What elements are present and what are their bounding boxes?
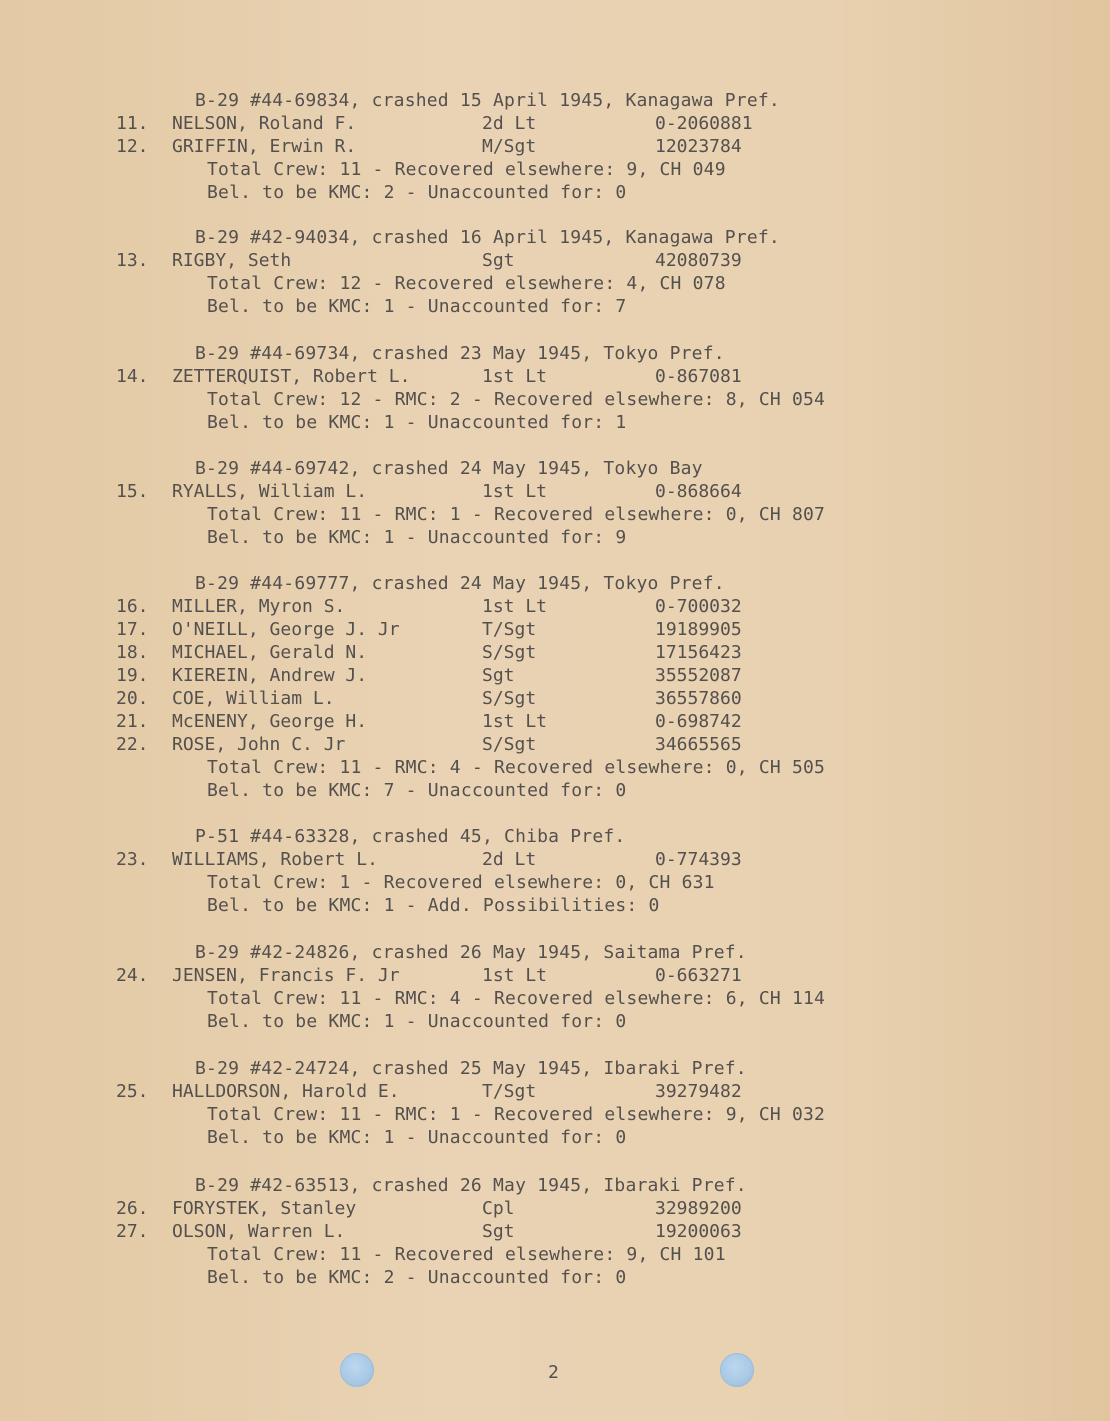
crew-total: Total Crew: 11 - Recovered elsewhere: 9, CH 049 xyxy=(207,159,726,180)
binder-hole-right xyxy=(720,1353,754,1387)
person-serial: 12023784 xyxy=(655,136,742,157)
aircraft-header: B-29 #44-69777, crashed 24 May 1945, Tokyo Pref. xyxy=(195,573,725,594)
aircraft-header: B-29 #42-24724, crashed 25 May 1945, Ibaraki Pref. xyxy=(195,1058,747,1079)
entry-number: 11. xyxy=(116,113,149,134)
person-serial: 34665565 xyxy=(655,734,742,755)
entry-number: 19. xyxy=(116,665,149,686)
person-serial: 39279482 xyxy=(655,1081,742,1102)
person-rank: S/Sgt xyxy=(482,688,537,709)
entry-number: 23. xyxy=(116,849,149,870)
entry-number: 15. xyxy=(116,481,149,502)
kmc-status: Bel. to be KMC: 1 - Unaccounted for: 9 xyxy=(207,527,627,548)
kmc-status: Bel. to be KMC: 2 - Unaccounted for: 0 xyxy=(207,1267,627,1288)
person-rank: T/Sgt xyxy=(482,619,537,640)
entry-number: 16. xyxy=(116,596,149,617)
entry-number: 12. xyxy=(116,136,149,157)
kmc-status: Bel. to be KMC: 1 - Add. Possibilities: 0 xyxy=(207,895,660,916)
person-name: COE, William L. xyxy=(172,688,335,709)
kmc-status: Bel. to be KMC: 7 - Unaccounted for: 0 xyxy=(207,780,627,801)
person-rank: Sgt xyxy=(482,1221,515,1242)
crew-total: Total Crew: 11 - RMC: 1 - Recovered elsewhere: 9, CH 032 xyxy=(207,1104,826,1125)
aircraft-header: B-29 #42-24826, crashed 26 May 1945, Saitama Pref. xyxy=(195,942,747,963)
kmc-status: Bel. to be KMC: 1 - Unaccounted for: 1 xyxy=(207,412,627,433)
person-name: OLSON, Warren L. xyxy=(172,1221,346,1242)
person-name: RIGBY, Seth xyxy=(172,250,292,271)
crew-total: Total Crew: 12 - RMC: 2 - Recovered elsewhere: 8, CH 054 xyxy=(207,389,826,410)
person-serial: 19189905 xyxy=(655,619,742,640)
person-rank: S/Sgt xyxy=(482,642,537,663)
crew-total: Total Crew: 11 - Recovered elsewhere: 9, CH 101 xyxy=(207,1244,726,1265)
aircraft-header: B-29 #44-69742, crashed 24 May 1945, Tokyo Bay xyxy=(195,458,703,479)
person-serial: 0-698742 xyxy=(655,711,742,732)
person-serial: 35552087 xyxy=(655,665,742,686)
person-name: KIEREIN, Andrew J. xyxy=(172,665,368,686)
entry-number: 26. xyxy=(116,1198,149,1219)
person-rank: 1st Lt xyxy=(482,711,548,732)
entry-number: 20. xyxy=(116,688,149,709)
person-name: McENENY, George H. xyxy=(172,711,368,732)
person-serial: 0-867081 xyxy=(655,366,742,387)
person-serial: 0-663271 xyxy=(655,965,742,986)
person-rank: 1st Lt xyxy=(482,596,548,617)
person-name: WILLIAMS, Robert L. xyxy=(172,849,378,870)
person-serial: 19200063 xyxy=(655,1221,742,1242)
person-serial: 42080739 xyxy=(655,250,742,271)
person-name: RYALLS, William L. xyxy=(172,481,368,502)
aircraft-header: B-29 #44-69734, crashed 23 May 1945, Tokyo Pref. xyxy=(195,343,725,364)
entry-number: 22. xyxy=(116,734,149,755)
person-serial: 0-774393 xyxy=(655,849,742,870)
person-rank: 2d Lt xyxy=(482,113,537,134)
entry-number: 18. xyxy=(116,642,149,663)
person-name: JENSEN, Francis F. Jr xyxy=(172,965,400,986)
person-rank: T/Sgt xyxy=(482,1081,537,1102)
entry-number: 27. xyxy=(116,1221,149,1242)
entry-number: 24. xyxy=(116,965,149,986)
person-rank: Sgt xyxy=(482,665,515,686)
person-rank: 1st Lt xyxy=(482,366,548,387)
person-rank: S/Sgt xyxy=(482,734,537,755)
kmc-status: Bel. to be KMC: 2 - Unaccounted for: 0 xyxy=(207,182,627,203)
person-rank: 1st Lt xyxy=(482,965,548,986)
person-name: HALLDORSON, Harold E. xyxy=(172,1081,400,1102)
entry-number: 21. xyxy=(116,711,149,732)
person-rank: 1st Lt xyxy=(482,481,548,502)
crew-total: Total Crew: 12 - Recovered elsewhere: 4, CH 078 xyxy=(207,273,726,294)
aircraft-header: B-29 #42-63513, crashed 26 May 1945, Ibaraki Pref. xyxy=(195,1175,747,1196)
person-name: MILLER, Myron S. xyxy=(172,596,346,617)
person-name: ROSE, John C. Jr xyxy=(172,734,346,755)
binder-hole-left xyxy=(340,1353,374,1387)
person-serial: 0-868664 xyxy=(655,481,742,502)
person-serial: 0-2060881 xyxy=(655,113,753,134)
aircraft-header: B-29 #44-69834, crashed 15 April 1945, Kanagawa Pref. xyxy=(195,90,780,111)
page-number: 2 xyxy=(548,1362,559,1383)
entry-number: 17. xyxy=(116,619,149,640)
person-rank: Sgt xyxy=(482,250,515,271)
kmc-status: Bel. to be KMC: 1 - Unaccounted for: 0 xyxy=(207,1011,627,1032)
person-name: FORYSTEK, Stanley xyxy=(172,1198,357,1219)
crew-total: Total Crew: 11 - RMC: 4 - Recovered elsewhere: 0, CH 505 xyxy=(207,757,826,778)
kmc-status: Bel. to be KMC: 1 - Unaccounted for: 7 xyxy=(207,296,627,317)
person-rank: 2d Lt xyxy=(482,849,537,870)
crew-total: Total Crew: 11 - RMC: 1 - Recovered elsewhere: 0, CH 807 xyxy=(207,504,826,525)
entry-number: 14. xyxy=(116,366,149,387)
crew-total: Total Crew: 11 - RMC: 4 - Recovered elsewhere: 6, CH 114 xyxy=(207,988,826,1009)
person-serial: 0-700032 xyxy=(655,596,742,617)
entry-number: 13. xyxy=(116,250,149,271)
person-name: O'NEILL, George J. Jr xyxy=(172,619,400,640)
person-name: GRIFFIN, Erwin R. xyxy=(172,136,357,157)
person-name: MICHAEL, Gerald N. xyxy=(172,642,368,663)
person-serial: 32989200 xyxy=(655,1198,742,1219)
kmc-status: Bel. to be KMC: 1 - Unaccounted for: 0 xyxy=(207,1127,627,1148)
person-serial: 17156423 xyxy=(655,642,742,663)
person-rank: M/Sgt xyxy=(482,136,537,157)
person-serial: 36557860 xyxy=(655,688,742,709)
person-rank: Cpl xyxy=(482,1198,515,1219)
crew-total: Total Crew: 1 - Recovered elsewhere: 0, CH 631 xyxy=(207,872,715,893)
person-name: NELSON, Roland F. xyxy=(172,113,357,134)
aircraft-header: B-29 #42-94034, crashed 16 April 1945, Kanagawa Pref. xyxy=(195,227,780,248)
person-name: ZETTERQUIST, Robert L. xyxy=(172,366,411,387)
aircraft-header: P-51 #44-63328, crashed 45, Chiba Pref. xyxy=(195,826,626,847)
entry-number: 25. xyxy=(116,1081,149,1102)
